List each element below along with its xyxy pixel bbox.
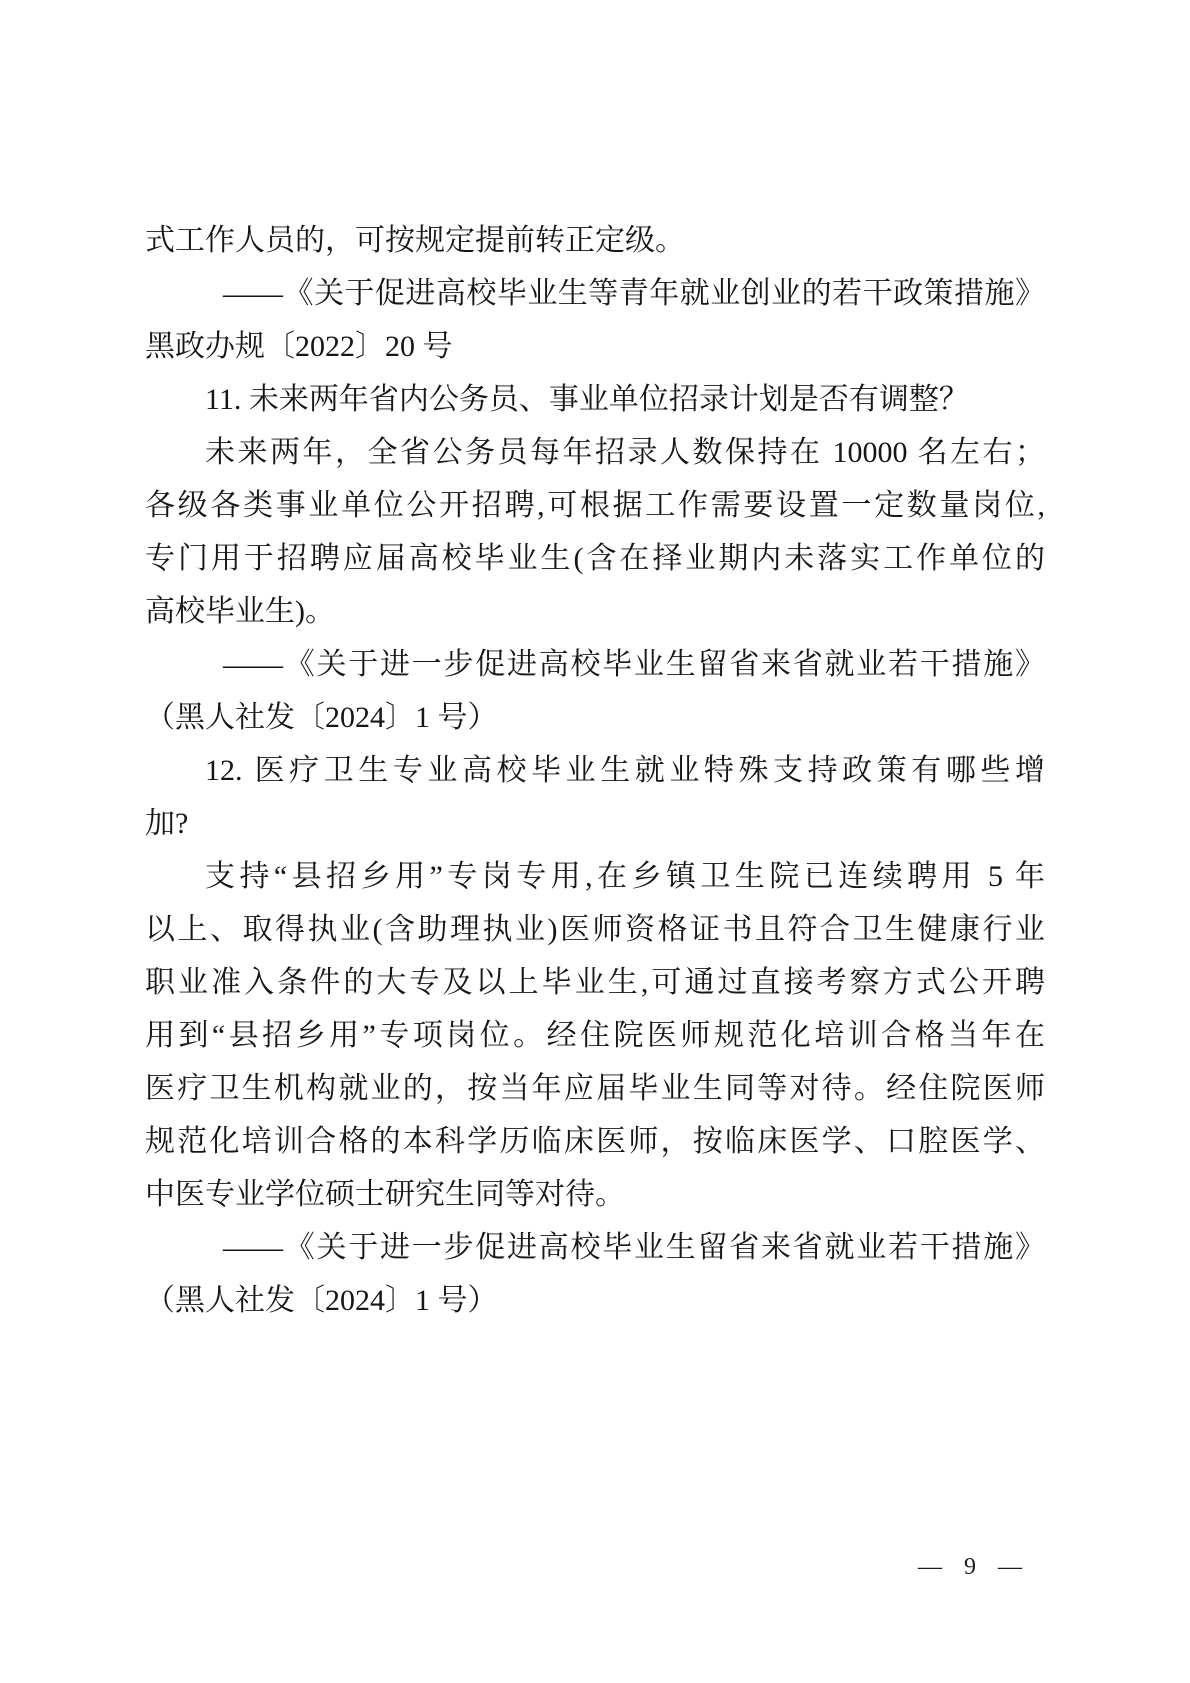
document-text-block: [145, 214, 1045, 1327]
text-line: 12. 医疗卫生专业高校毕业生就业特殊支持政策有哪些增: [205, 754, 1045, 787]
text-line: 规范化培训合格的本科学历临床医师，按临床医学、口腔医学、: [145, 1125, 1045, 1158]
text-line: ——《关于进一步促进高校毕业生留省来省就业若干措施》: [223, 1231, 1045, 1264]
text-line: 支持“县招乡用”专岗专用,在乡镇卫生院已连续聘用 5 年: [205, 860, 1045, 893]
text-line: ——《关于促进高校毕业生等青年就业创业的若干政策措施》: [223, 277, 1045, 310]
text-line: 高校毕业生)。: [145, 595, 335, 628]
text-line: 医疗卫生机构就业的，按当年应届毕业生同等对待。经住院医师: [145, 1072, 1045, 1105]
text-line: 黑政办规〔2022〕20 号: [145, 330, 453, 363]
text-line: 专门用于招聘应届高校毕业生(含在择业期内未落实工作单位的: [145, 542, 1045, 575]
text-line: 用到“县招乡用”专项岗位。经住院医师规范化培训合格当年在: [145, 1019, 1045, 1052]
text-line: 未来两年，全省公务员每年招录人数保持在 10000 名左右；: [205, 436, 1045, 469]
text-line: 各级各类事业单位公开招聘,可根据工作需要设置一定数量岗位,: [145, 489, 1045, 522]
text-line: ——《关于进一步促进高校毕业生留省来省就业若干措施》: [223, 648, 1045, 681]
text-line: （黑人社发〔2024〕1 号）: [145, 1284, 498, 1317]
text-line: 加?: [145, 807, 189, 840]
page-number: — 9 —: [918, 1554, 1022, 1580]
page-footer: [918, 1552, 1022, 1582]
text-line: 11. 未来两年省内公务员、事业单位招录计划是否有调整？: [205, 383, 969, 416]
text-line: 中医专业学位硕士研究生同等对待。: [145, 1178, 625, 1211]
text-line: （黑人社发〔2024〕1 号）: [145, 701, 498, 734]
text-line: 职业准入条件的大专及以上毕业生,可通过直接考察方式公开聘: [145, 966, 1045, 999]
text-line: 式工作人员的，可按规定提前转正定级。: [145, 224, 685, 257]
text-line: 以上、取得执业(含助理执业)医师资格证书且符合卫生健康行业: [145, 913, 1045, 946]
